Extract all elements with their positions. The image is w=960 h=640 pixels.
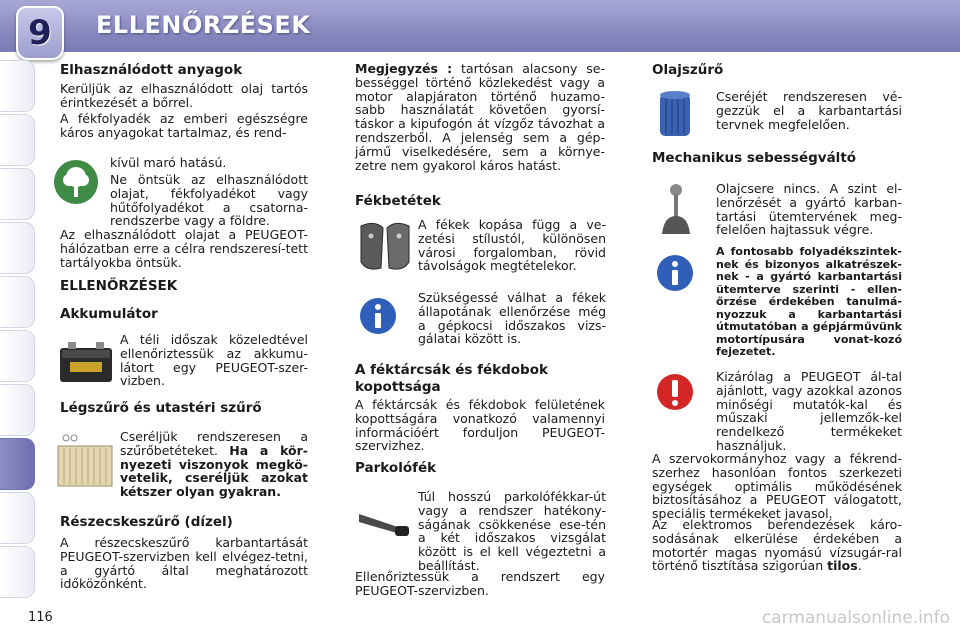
eco-text-line: kívül maró hatású. [110, 155, 227, 170]
parking-brake-lever-icon [355, 500, 415, 540]
checks-heading: ELLENŐRZÉSEK [60, 278, 178, 294]
parking-brake-text-2: Ellenőriztessük a rendszert egy PEUGEOT-szervizben. [355, 569, 605, 598]
servo-text: A szervokormányhoz vagy a fékrend-szerhez hasonlóan fontos szerkezeti egységek optimális működésének biztosításához a PEUGEOT válogatott, speciális termékeket javasol. [652, 451, 902, 522]
chapter-tab[interactable] [0, 168, 35, 220]
note-text [355, 62, 605, 172]
dpf-text: A részecskeszűrő karbantartását PEUGEOT-szervizben kell elvégez-tetni, a gyártó által meghatározott időközönként. [60, 535, 308, 592]
oil-filter-icon [652, 88, 698, 140]
watermark: carmanualsonline.info [761, 608, 950, 628]
brake-pads-icon [355, 218, 415, 274]
chapter-tab[interactable] [0, 60, 35, 112]
chapter-tab[interactable] [0, 222, 35, 274]
warning-icon [655, 372, 695, 412]
used-products-heading: Elhasználódott anyagok [60, 62, 243, 78]
page-title: ELLENŐRZÉSEK [96, 11, 311, 39]
chapter-tabs [0, 52, 42, 612]
discs-text: A féktárcsák és fékdobok felületének kopottságára vonatkozó valamennyi információért forduljon PEUGEOT-szervizhez. [355, 397, 605, 454]
header-bar [0, 0, 960, 52]
chapter-tab[interactable] [0, 330, 35, 382]
warning-text: Kizárólag a PEUGEOT ál-tal ajánlott, vagy azokkal azonos minőségi mutatók-kal és műszaki jellemzők-kel rendelkező termékeket használjuk. [716, 369, 902, 453]
eco-warning-text: Ne öntsük az elhasználódott olajat, fékfolyadékot vagy hűtőfolyadékot a csatorna-rendszerbe vagy a földre. [110, 172, 308, 229]
chapter-number: 9 [28, 13, 52, 53]
electric-text-end: . [857, 558, 862, 574]
note-body: tartósan alacsony se-bességgel történő közlekedést vagy a motor alapjáraton történő huzamo-sabb használatát követően gyorsí-táskor a kipufogón át vízgőz távozhat a rendszerből. A jelenség sem a gép-jármű viselkedésére, sem a környe-zetre nem gyakorol káros hatást. [355, 61, 605, 173]
gearbox-heading: Mechanikus sebességváltó [652, 150, 857, 166]
chapter-tab[interactable] [0, 384, 35, 436]
parking-brake-text: Túl hosszú parkolófékkar-út vagy a rendszer hatékony-ságának csökkenése ese-tén a két időszakos vizsgálat között is el kell végeztetni a beállítást. [418, 489, 606, 573]
collection-text: Az elhasználódott olajat a PEUGEOT-hálózatban erre a célra rendszeresí-tett tartályokba öntsük. [60, 227, 308, 270]
schedule-info-text: A fontosabb folyadékszintek-nek és bizonyos alkatrészek-nek - a gyártó karbantartási ütemterve szerinti - ellen-őrzése érdekében tanulmá-nyozzuk a karbantartási útmutatóban a gépjárművünk motortípusára vonat-kozó fejezetet. [716, 245, 902, 358]
dpf-heading: Részecskeszűrő (dízel) [60, 514, 233, 530]
electric-text [652, 518, 902, 573]
brake-pads-text: A fékek kopása függ a ve-zetési stílustól, különösen városi forgalomban, rövid távolságok megtételekor. [418, 217, 606, 274]
filter-text-normal: Cseréljük rendszeresen a szűrőbetéteket. [120, 429, 308, 458]
note-label: Megjegyzés : [355, 61, 453, 76]
battery-heading: Akkumulátor [60, 306, 158, 322]
air-filter-icon [56, 432, 114, 492]
brake-pads-heading: Fékbetétek [355, 193, 441, 209]
info-icon [358, 296, 398, 336]
page-number: 116 [28, 610, 53, 625]
filter-text [120, 430, 308, 499]
oil-filter-heading: Olajszűrő [652, 62, 724, 78]
chapter-tab[interactable] [0, 546, 35, 598]
gear-lever-icon [656, 182, 696, 238]
battery-text: A téli időszak közeledtével ellenőriztessük az akkumu-látort egy PEUGEOT-szer-vizben. [120, 332, 308, 389]
oil-filter-text: Cseréjét rendszeresen vé-gezzük el a karbantartási tervnek megfelelően. [716, 89, 902, 132]
chapter-tab[interactable] [0, 114, 35, 166]
filter-heading: Légszűrő és utastéri szűrő [60, 400, 262, 416]
used-products-text-1: Kerüljük az elhasználódott olaj tartós érintkezését a bőrrel. [60, 81, 308, 110]
parking-brake-heading: Parkolófék [355, 460, 437, 476]
battery-icon [56, 336, 116, 386]
filter-text-bold: Ha a kör-nyezeti viszonyok megkö-vetelik, cseréljük azokat kétszer olyan gyakran. [120, 442, 308, 500]
chapter-tab[interactable] [0, 492, 35, 544]
brake-info-text: Szükségessé válhat a fékek állapotának ellenőrzése még a gépkocsi időszakos vizs-gálatai között is. [418, 290, 606, 347]
environment-tree-icon [52, 158, 100, 206]
chapter-tab[interactable] [0, 276, 35, 328]
electric-text-normal: Az elektromos berendezések káro-sodásának elkerülése érdekében a motortér magas nyomású vízsugár-ral történő tisztítása szigorúan [652, 517, 902, 574]
gearbox-text: Olajcsere nincs. A szint el-lenőrzését a gyártó karban-tartási ütemtervének meg-felelően hajtassuk végre. [716, 181, 902, 238]
electric-text-bold: tilos [827, 558, 858, 574]
chapter-tab-active[interactable] [0, 438, 35, 490]
used-products-text-2: A fékfolyadék az emberi egészségre káros anyagokat tartalmaz, és rend- [60, 111, 308, 140]
discs-heading: A féktárcsák és fékdobok kopottsága [355, 362, 548, 395]
